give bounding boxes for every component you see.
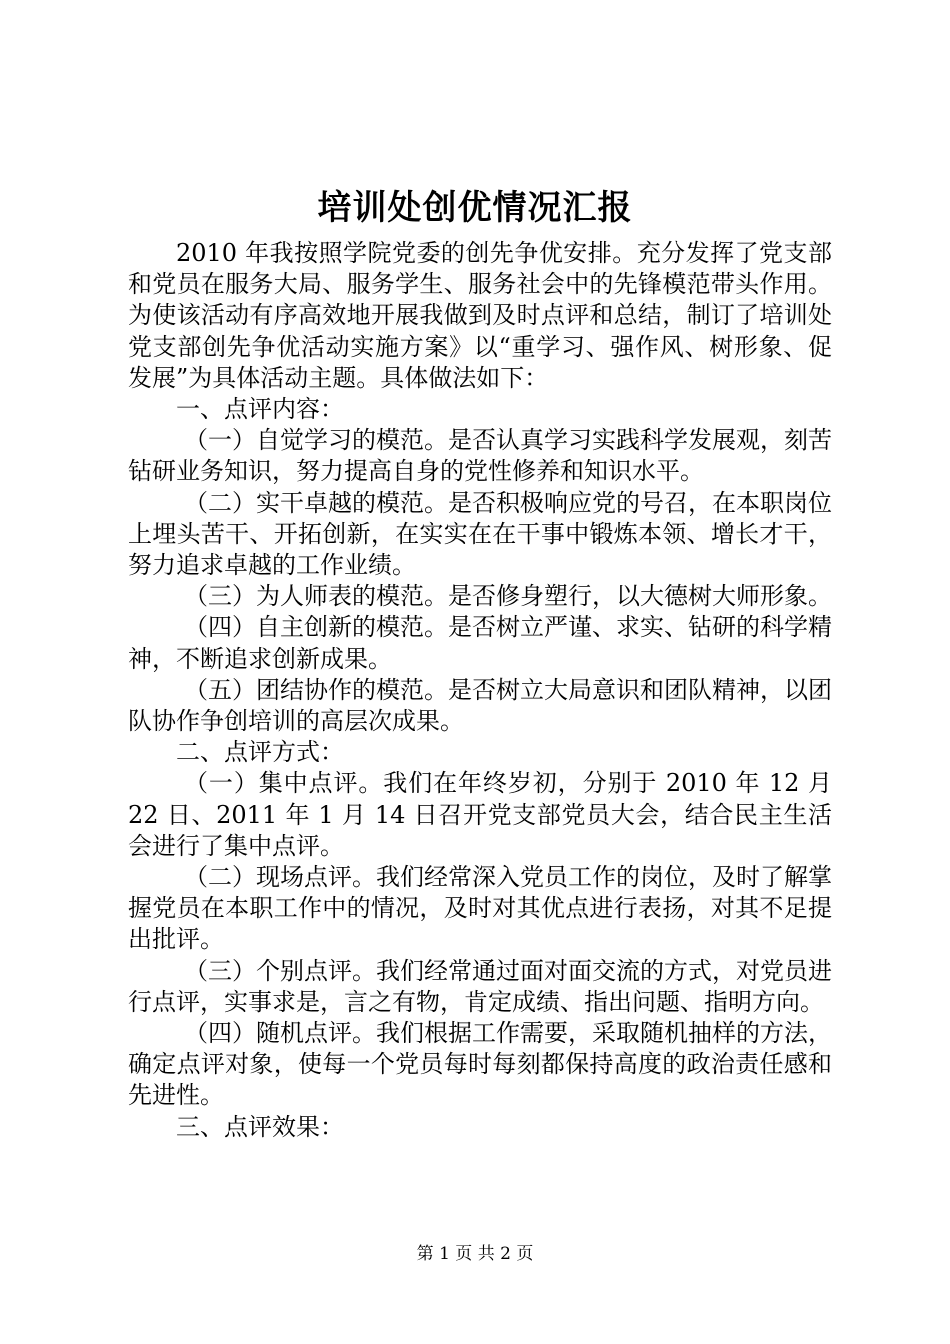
paragraph-item: （三）为人师表的模范。是否修身塑行，以大德树大师形象。 [184, 582, 832, 611]
paragraph-item: （四）随机点评。我们根据工作需要，采取随机抽样的方法，确定点评对象，使每一个党员每时每刻都保持高度的政治责任感和先进性。 [128, 1019, 832, 1110]
document-body [128, 238, 832, 1143]
paragraph-item: （三）个别点评。我们经常通过面对面交流的方式，对党员进行点评，实事求是，言之有物，肯定成绩、指出问题、指明方向。 [128, 956, 832, 1016]
document-title: 培训处创优情况汇报 [317, 188, 633, 228]
paragraph-item: （五）团结协作的模范。是否树立大局意识和团队精神，以团队协作争创培训的高层次成果。 [128, 675, 832, 736]
paragraph-item: （四）自主创新的模范。是否树立严谨、求实、钻研的科学精神，不断追求创新成果。 [128, 613, 832, 673]
paragraph-intro: 2010 年我按照学院党委的创先争优安排。充分发挥了党支部和党员在服务大局、服务学生、服务社会中的先锋模范带头作用。为使该活动有序高效地开展我做到及时点评和总结，制订了培训处党支部创先争优活动实施方案》以“重学习、强作风、树形象、促发展”为具体活动主题。具体做法如下： [128, 239, 832, 392]
paragraph-item: （一）集中点评。我们在年终岁初，分别于 2010 年 12 月 22 日、2011 年 1 月 14 日召开党支部党员大会，结合民主生活会进行了集中点评。 [128, 769, 832, 860]
section-heading-effect: 三、点评效果： [176, 1112, 344, 1141]
section-heading-method: 二、点评方式： [176, 738, 344, 767]
page-footer: 第 1 页 共 2 页 [416, 1244, 534, 1264]
paragraph-item: （二）实干卓越的模范。是否积极响应党的号召，在本职岗位上埋头苦干、开拓创新，在实实在在干事中锻炼本领、增长才干，努力追求卓越的工作业绩。 [128, 488, 832, 580]
paragraph-item: （一）自觉学习的模范。是否认真学习实践科学发展观，刻苦钻研业务知识，努力提高自身的党性修养和知识水平。 [128, 426, 832, 486]
section-heading-content: 一、点评内容： [176, 395, 344, 424]
paragraph-item: （二）现场点评。我们经常深入党员工作的岗位，及时了解掌握党员在本职工作中的情况，及时对其优点进行表扬，对其不足提出批评。 [128, 863, 832, 954]
